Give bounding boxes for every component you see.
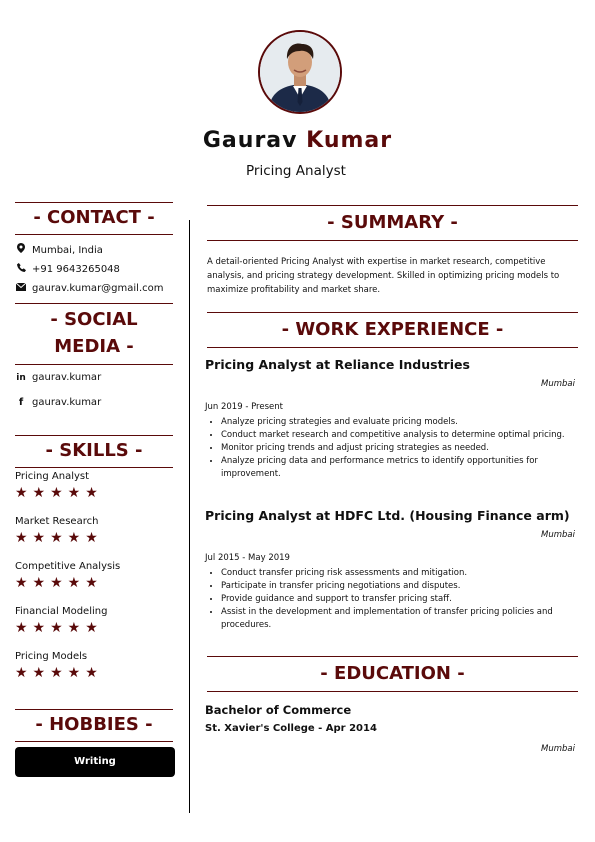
map-pin-icon xyxy=(15,243,27,256)
facebook-icon: f xyxy=(18,397,24,408)
social-heading xyxy=(15,303,173,365)
phone-icon xyxy=(15,263,27,275)
job-dates: Jul 2015 - May 2019 xyxy=(205,553,290,563)
summary-text: A detail-oriented Pricing Analyst with expertise in market research, competitive analysis, and pricing strategy development. Skilled in optimizing pricing models to maximize profitability and market share. xyxy=(207,257,560,295)
education-degree: Bachelor of Commerce xyxy=(205,703,352,717)
education-school: St. Xavier's College - Apr 2014 xyxy=(205,723,377,734)
list-item: • Analyze pricing strategies and evaluate pricing models. xyxy=(221,416,593,429)
job-location: Mumbai xyxy=(541,530,575,540)
hobby-pill: Writing xyxy=(15,747,175,777)
social-heading-line1: - SOCIAL xyxy=(50,309,138,330)
list-item: • Assist in the development and implementation of transfer pricing policies and procedures. xyxy=(221,606,593,632)
email-text[interactable]: gaurav.kumar@gmail.com xyxy=(32,283,164,294)
education-heading: - EDUCATION - xyxy=(207,656,578,692)
profile-photo xyxy=(258,30,342,114)
social-facebook[interactable] xyxy=(15,397,101,408)
full-name xyxy=(0,128,595,153)
education-location: Mumbai xyxy=(541,744,575,754)
summary-heading: - SUMMARY - xyxy=(207,205,578,241)
linkedin-icon: in xyxy=(16,373,26,383)
contact-email xyxy=(15,283,163,294)
contact-heading: - CONTACT - xyxy=(15,202,173,235)
envelope-icon xyxy=(15,283,27,294)
skills-heading: - SKILLS - xyxy=(15,435,173,468)
social-heading-line2: MEDIA - xyxy=(54,336,134,357)
list-item: • Conduct transfer pricing risk assessments and mitigation. xyxy=(221,567,593,580)
phone-text[interactable]: +91 9643265048 xyxy=(32,264,120,275)
job-role: Pricing Analyst xyxy=(205,508,312,523)
job-bullets xyxy=(205,567,593,632)
list-item: • Provide guidance and support to transfer pricing staff. xyxy=(221,593,593,606)
job-role: Pricing Analyst xyxy=(205,357,312,372)
experience-heading: - WORK EXPERIENCE - xyxy=(207,312,578,348)
job-title: Pricing Analyst xyxy=(246,163,346,179)
contact-location xyxy=(15,243,103,256)
location-text: Mumbai, India xyxy=(32,245,103,256)
list-item: • Monitor pricing trends and adjust pricing strategies as needed. xyxy=(221,442,593,455)
skill-name: Pricing Models xyxy=(15,651,88,662)
list-item: • Conduct market research and competitive analysis to determine optimal pricing. xyxy=(221,429,593,442)
list-item: • Analyze pricing data and performance metrics to identify opportunities for improvement. xyxy=(221,455,593,481)
contact-phone xyxy=(15,263,120,275)
skill-rating-stars: ★★★★★ xyxy=(15,665,103,681)
skill-rating-stars: ★★★★★ xyxy=(15,530,103,546)
social-linkedin[interactable] xyxy=(15,372,101,383)
last-name: Kumar xyxy=(306,128,393,153)
job-company: at Reliance Industries xyxy=(315,357,470,372)
job-heading xyxy=(205,357,470,372)
hobbies-heading: - HOBBIES - xyxy=(15,709,173,742)
avatar xyxy=(260,32,340,112)
linkedin-text[interactable]: gaurav.kumar xyxy=(32,372,102,383)
first-name: Gaurav xyxy=(202,128,298,153)
job-bullets xyxy=(205,416,593,481)
job-heading xyxy=(205,508,570,523)
skill-rating-stars: ★★★★★ xyxy=(15,620,103,636)
skill-rating-stars: ★★★★★ xyxy=(15,485,103,501)
skill-name: Pricing Analyst xyxy=(15,471,90,482)
skill-name: Market Research xyxy=(15,516,99,527)
job-company: at HDFC Ltd. (Housing Finance arm) xyxy=(315,508,570,523)
skill-name: Financial Modeling xyxy=(15,606,108,617)
list-item: • Participate in transfer pricing negotiations and disputes. xyxy=(221,580,593,593)
column-divider xyxy=(189,220,190,813)
skill-rating-stars: ★★★★★ xyxy=(15,575,103,591)
job-dates: Jun 2019 - Present xyxy=(205,402,283,412)
facebook-text[interactable]: gaurav.kumar xyxy=(32,397,102,408)
job-location: Mumbai xyxy=(541,379,575,389)
skill-name: Competitive Analysis xyxy=(15,561,121,572)
